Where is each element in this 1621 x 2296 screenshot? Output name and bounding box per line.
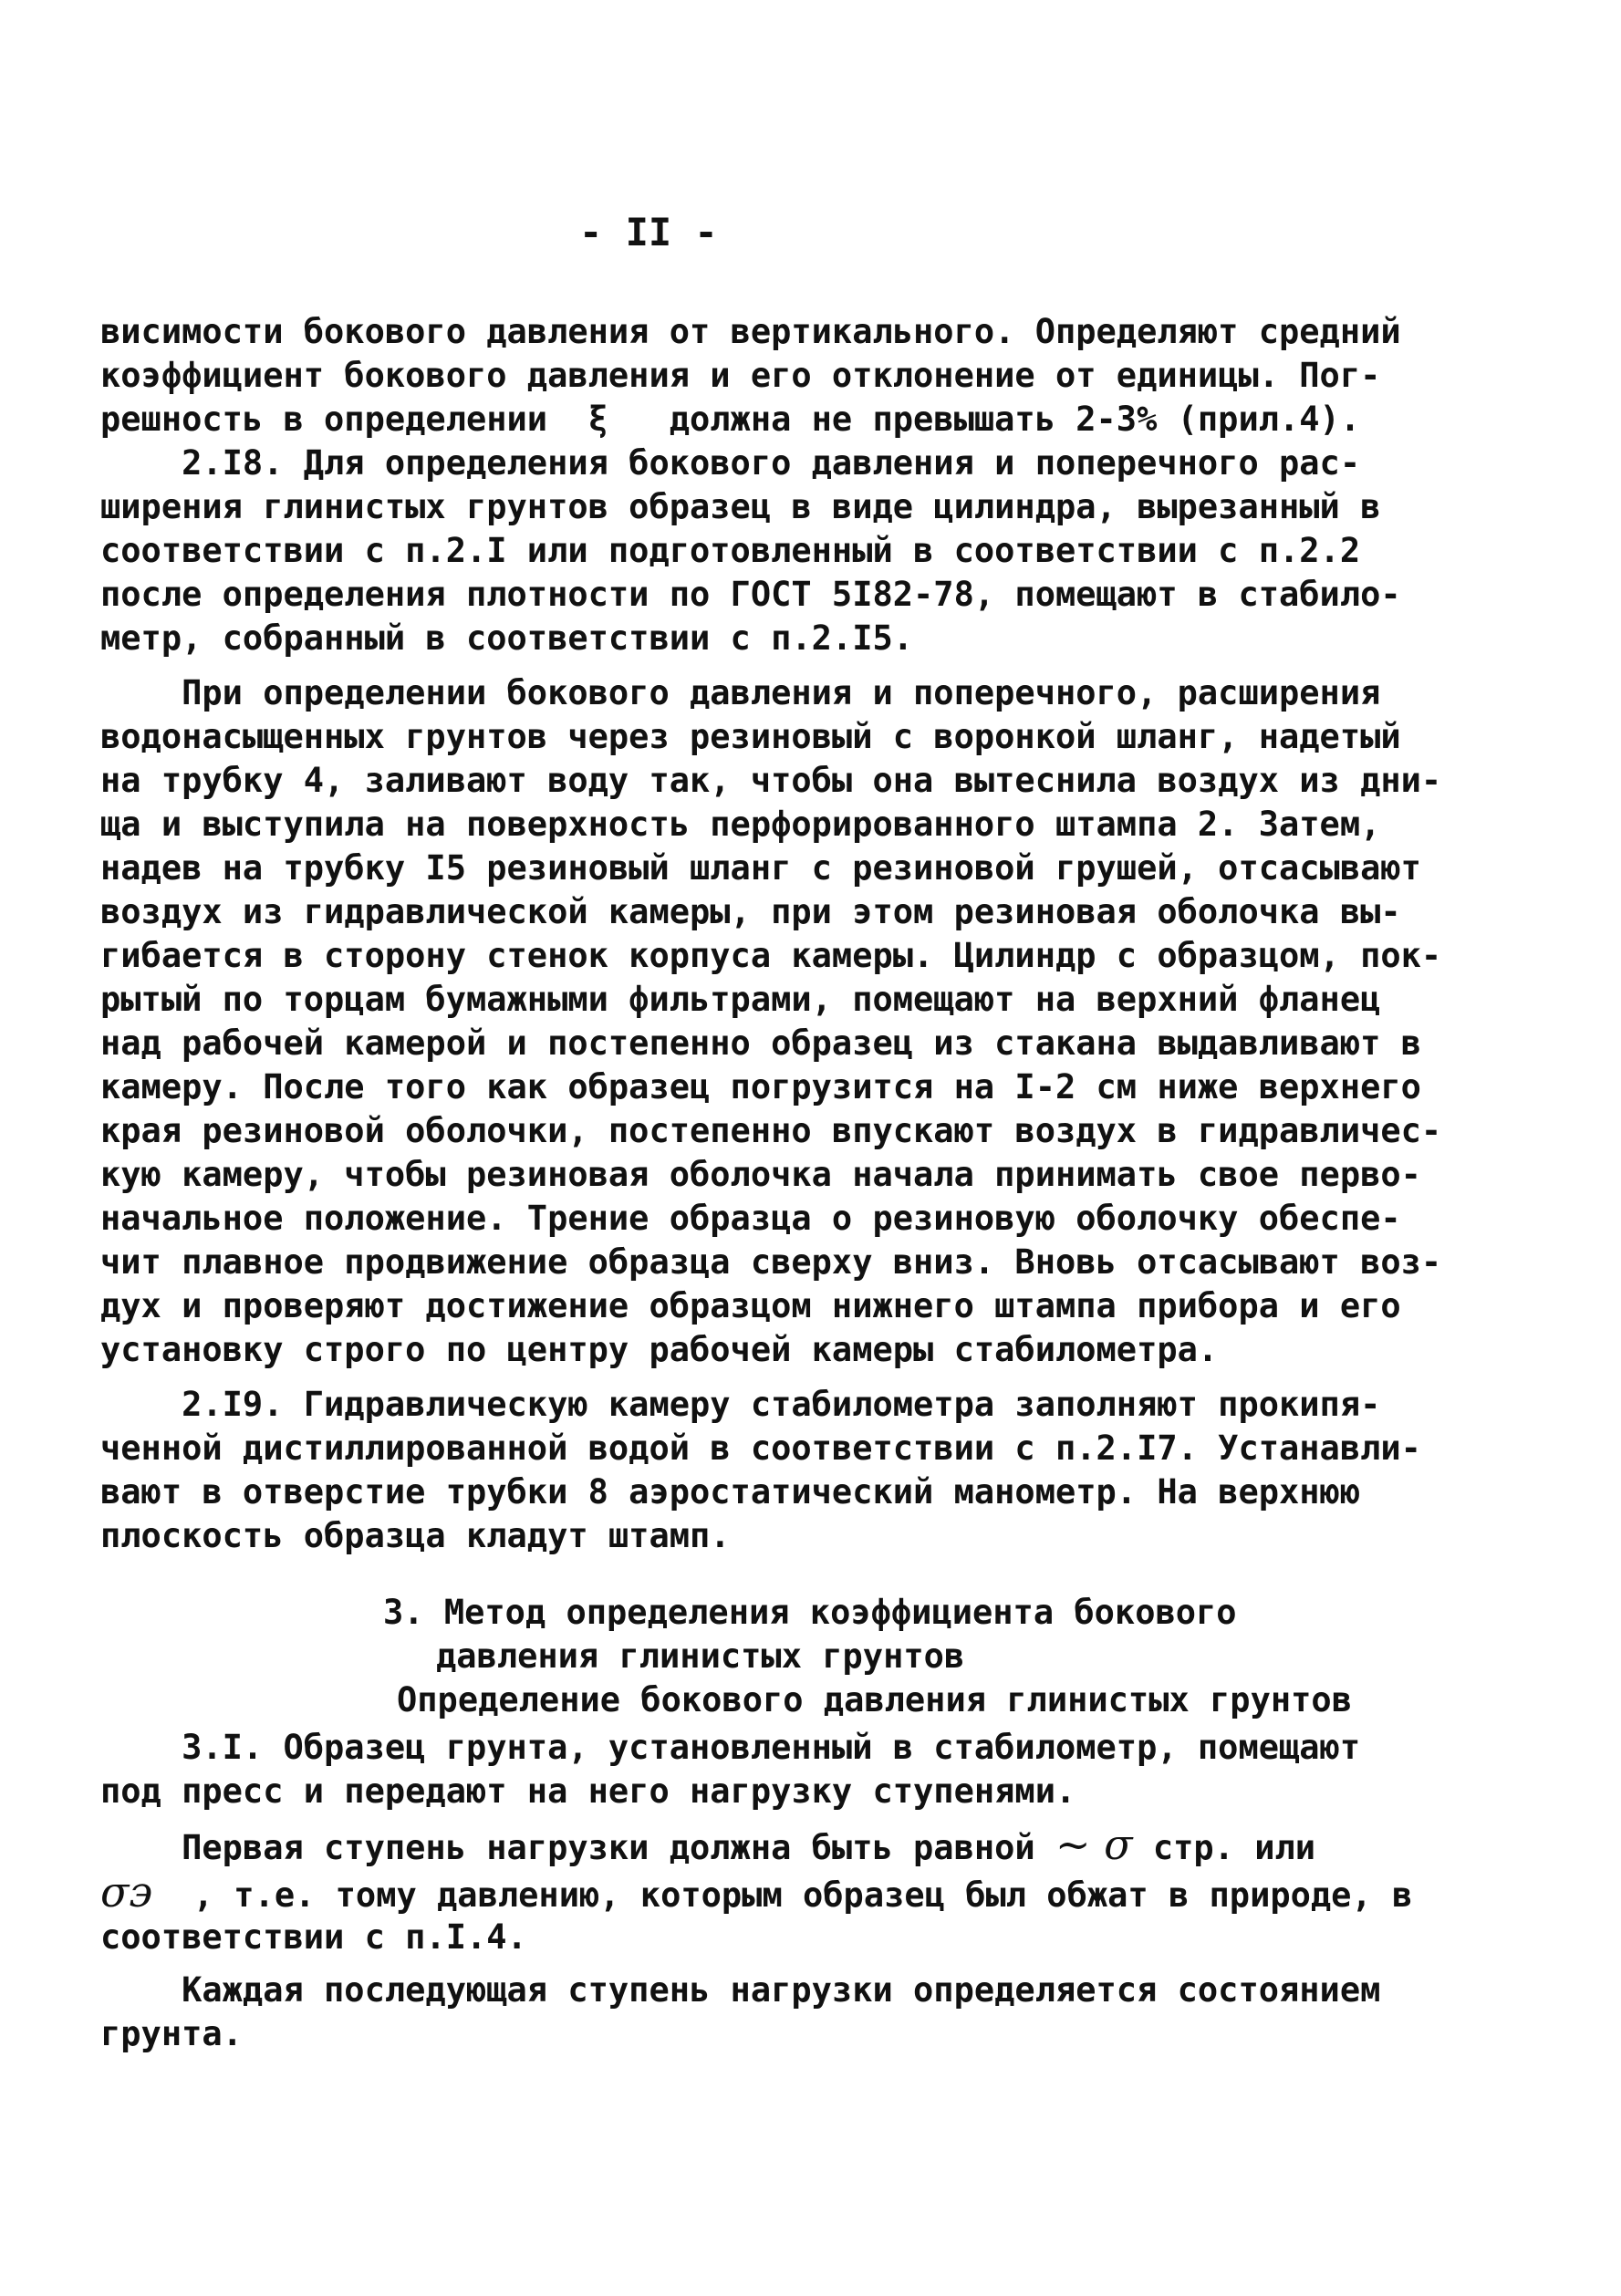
sigma-symbol: σэ (100, 1867, 153, 1917)
text-line: 2.I8. Для определения бокового давления и поперечного рас- (100, 443, 1361, 483)
section-heading: давления глинистых грунтов (436, 1636, 965, 1676)
text-line: после определения плотности по ГОСТ 5I82-78, помещают в стабило- (100, 575, 1401, 614)
text-line (100, 1867, 1413, 1917)
text-line: кую камеру, чтобы резиновая оболочка начала принимать свое перво- (100, 1155, 1421, 1194)
text-line: водонасыщенных грунтов через резиновый с воронкой шланг, надетый (100, 717, 1401, 756)
text-line: под пресс и передают на него нагрузку ступенями. (100, 1771, 1076, 1811)
text-line: камеру. После того как образец погрузится на I-2 см ниже верхнего (100, 1067, 1421, 1106)
text-line: над рабочей камерой и постепенно образец из стакана выдавливают в (100, 1023, 1421, 1063)
text-line: дух и проверяют достижение образцом нижнего штампа прибора и его (100, 1286, 1401, 1325)
text-line: 3.I. Образец грунта, установленный в стабилометр, помещают (100, 1728, 1361, 1767)
text-line: 2.I9. Гидравлическую камеру стабилометра заполняют прокипя- (100, 1385, 1381, 1424)
text-span: стр. или (1132, 1828, 1316, 1867)
text-line: ченной дистиллированной водой в соответствии с п.2.I7. Устанавли- (100, 1429, 1421, 1468)
sigma-symbol: ~ σ (1055, 1820, 1133, 1869)
page-number: - II - (579, 210, 718, 255)
text-line: коэффициент бокового давления и его отклонение от единицы. Пог- (100, 356, 1381, 395)
text-line: метр, собранный в соответствии с п.2.I5. (100, 618, 914, 658)
section-subheading: Определение бокового давления глинистых грунтов (397, 1680, 1352, 1719)
text-line: надев на трубку I5 резиновый шланг с резиновой грушей, отсасывают (100, 848, 1421, 888)
text-line: вают в отверстие трубки 8 аэростатический манометр. На верхнюю (100, 1472, 1361, 1512)
section-heading: 3. Метод определения коэффициента бокового (383, 1593, 1237, 1632)
text-line: соответствии с п.2.I или подготовленный в соответствии с п.2.2 (100, 531, 1361, 570)
text-line: висимости бокового давления от вертикального. Определяют средний (100, 312, 1401, 351)
text-line (100, 1820, 1316, 1869)
text-line: решность в определении ξ должна не превышать 2-3% (прил.4). (100, 400, 1361, 439)
text-line: ща и выступила на поверхность перфорированного штампа 2. Затем, (100, 805, 1381, 844)
text-line: воздух из гидравлической камеры, при этом резиновая оболочка вы- (100, 892, 1401, 931)
text-line: грунта. (100, 2014, 243, 2053)
text-line: соответствии с п.I.4. (100, 1917, 527, 1957)
text-line: на трубку 4, заливают воду так, чтобы она вытеснила воздух из дни- (100, 761, 1442, 800)
text-line: Каждая последующая ступень нагрузки определяется состоянием (100, 1970, 1381, 2010)
text-line: начальное положение. Трение образца о резиновую оболочку обеспе- (100, 1199, 1401, 1238)
text-span: Первая ступень нагрузки должна быть равной (100, 1828, 1055, 1867)
text-line: установку строго по центру рабочей камеры стабилометра. (100, 1330, 1219, 1369)
text-line: плоскость образца кладут штамп. (100, 1516, 731, 1555)
text-line: рытый по торцам бумажными фильтрами, помещают на верхний фланец (100, 980, 1381, 1019)
text-line: гибается в сторону стенок корпуса камеры. Цилиндр с образцом, пок- (100, 936, 1442, 975)
text-span: , т.е. тому давлению, которым образец был обжат в природе, в (152, 1875, 1413, 1915)
text-line: края резиновой оболочки, постепенно впускают воздух в гидравличес- (100, 1111, 1442, 1150)
text-line: чит плавное продвижение образца сверху вниз. Вновь отсасывают воз- (100, 1242, 1442, 1282)
text-line: ширения глинистых грунтов образец в виде цилиндра, вырезанный в (100, 487, 1381, 526)
text-line: При определении бокового давления и поперечного, расширения (100, 673, 1381, 712)
